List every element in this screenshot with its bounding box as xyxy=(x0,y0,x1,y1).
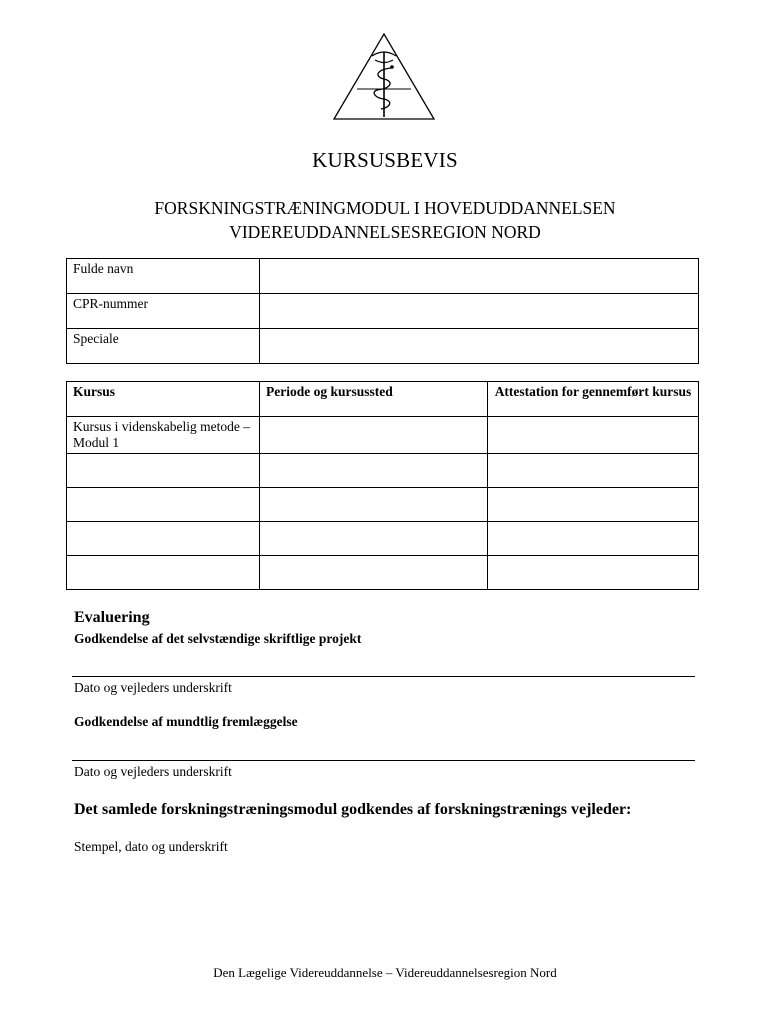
full-name-label: Fulde navn xyxy=(67,259,260,294)
period-location-cell[interactable] xyxy=(260,417,488,454)
document-subtitle-line2: VIDEREUDDANNELSESREGION NORD xyxy=(229,222,541,242)
course-table xyxy=(66,381,699,590)
course-cell[interactable] xyxy=(67,488,260,522)
cpr-number-label: CPR-nummer xyxy=(67,294,260,329)
course-cell: Kursus i videnskabelig metode – Modul 1 xyxy=(67,417,260,454)
column-header-course: Kursus xyxy=(67,382,260,417)
period-location-cell[interactable] xyxy=(260,454,488,488)
table-row xyxy=(67,329,699,364)
staff-of-asclepius-triangle-icon xyxy=(331,32,437,122)
period-location-cell[interactable] xyxy=(260,556,488,590)
oral-presentation-approval-label: Godkendelse af mundtlig fremlæggelse xyxy=(74,714,298,729)
attestation-cell[interactable] xyxy=(488,522,699,556)
attestation-cell[interactable] xyxy=(488,556,699,590)
attestation-cell[interactable] xyxy=(488,417,699,454)
column-header-attestation: Attestation for gennemført kursus xyxy=(488,382,699,417)
table-row xyxy=(67,454,699,488)
course-cell[interactable] xyxy=(67,556,260,590)
table-row xyxy=(67,259,699,294)
evaluation-heading: Evaluering xyxy=(74,609,150,626)
cpr-number-field[interactable] xyxy=(260,294,699,329)
course-cell[interactable] xyxy=(67,454,260,488)
logo xyxy=(331,32,437,122)
attestation-cell[interactable] xyxy=(488,488,699,522)
written-project-signature-label: Dato og vejleders underskrift xyxy=(74,680,232,695)
period-location-cell[interactable] xyxy=(260,522,488,556)
personal-info-table xyxy=(66,258,699,364)
written-project-approval-label: Godkendelse af det selvstændige skriftlige projekt xyxy=(74,631,362,646)
table-row xyxy=(67,522,699,556)
table-row xyxy=(67,294,699,329)
oral-presentation-signature-label: Dato og vejleders underskrift xyxy=(74,764,232,779)
specialty-field[interactable] xyxy=(260,329,699,364)
oral-presentation-signature-line[interactable] xyxy=(72,760,695,761)
document-subtitle-line1: FORSKNINGSTRÆNINGMODUL I HOVEDUDDANNELSEN xyxy=(154,198,616,218)
table-header-row xyxy=(67,382,699,417)
period-location-cell[interactable] xyxy=(260,488,488,522)
attestation-cell[interactable] xyxy=(488,454,699,488)
final-approval-heading: Det samlede forskningstræningsmodul godkendes af forskningstrænings vejleder: xyxy=(74,801,632,818)
written-project-signature-line[interactable] xyxy=(72,676,695,677)
full-name-field[interactable] xyxy=(260,259,699,294)
column-header-period-location: Periode og kursussted xyxy=(260,382,488,417)
specialty-label: Speciale xyxy=(67,329,260,364)
page-footer: Den Lægelige Videreuddannelse – Videreuddannelsesregion Nord xyxy=(213,965,557,980)
final-approval-subtext: Stempel, dato og underskrift xyxy=(74,839,228,854)
document-title: KURSUSBEVIS xyxy=(312,148,458,172)
table-row xyxy=(67,556,699,590)
course-cell[interactable] xyxy=(67,522,260,556)
table-row xyxy=(67,417,699,454)
table-row xyxy=(67,488,699,522)
